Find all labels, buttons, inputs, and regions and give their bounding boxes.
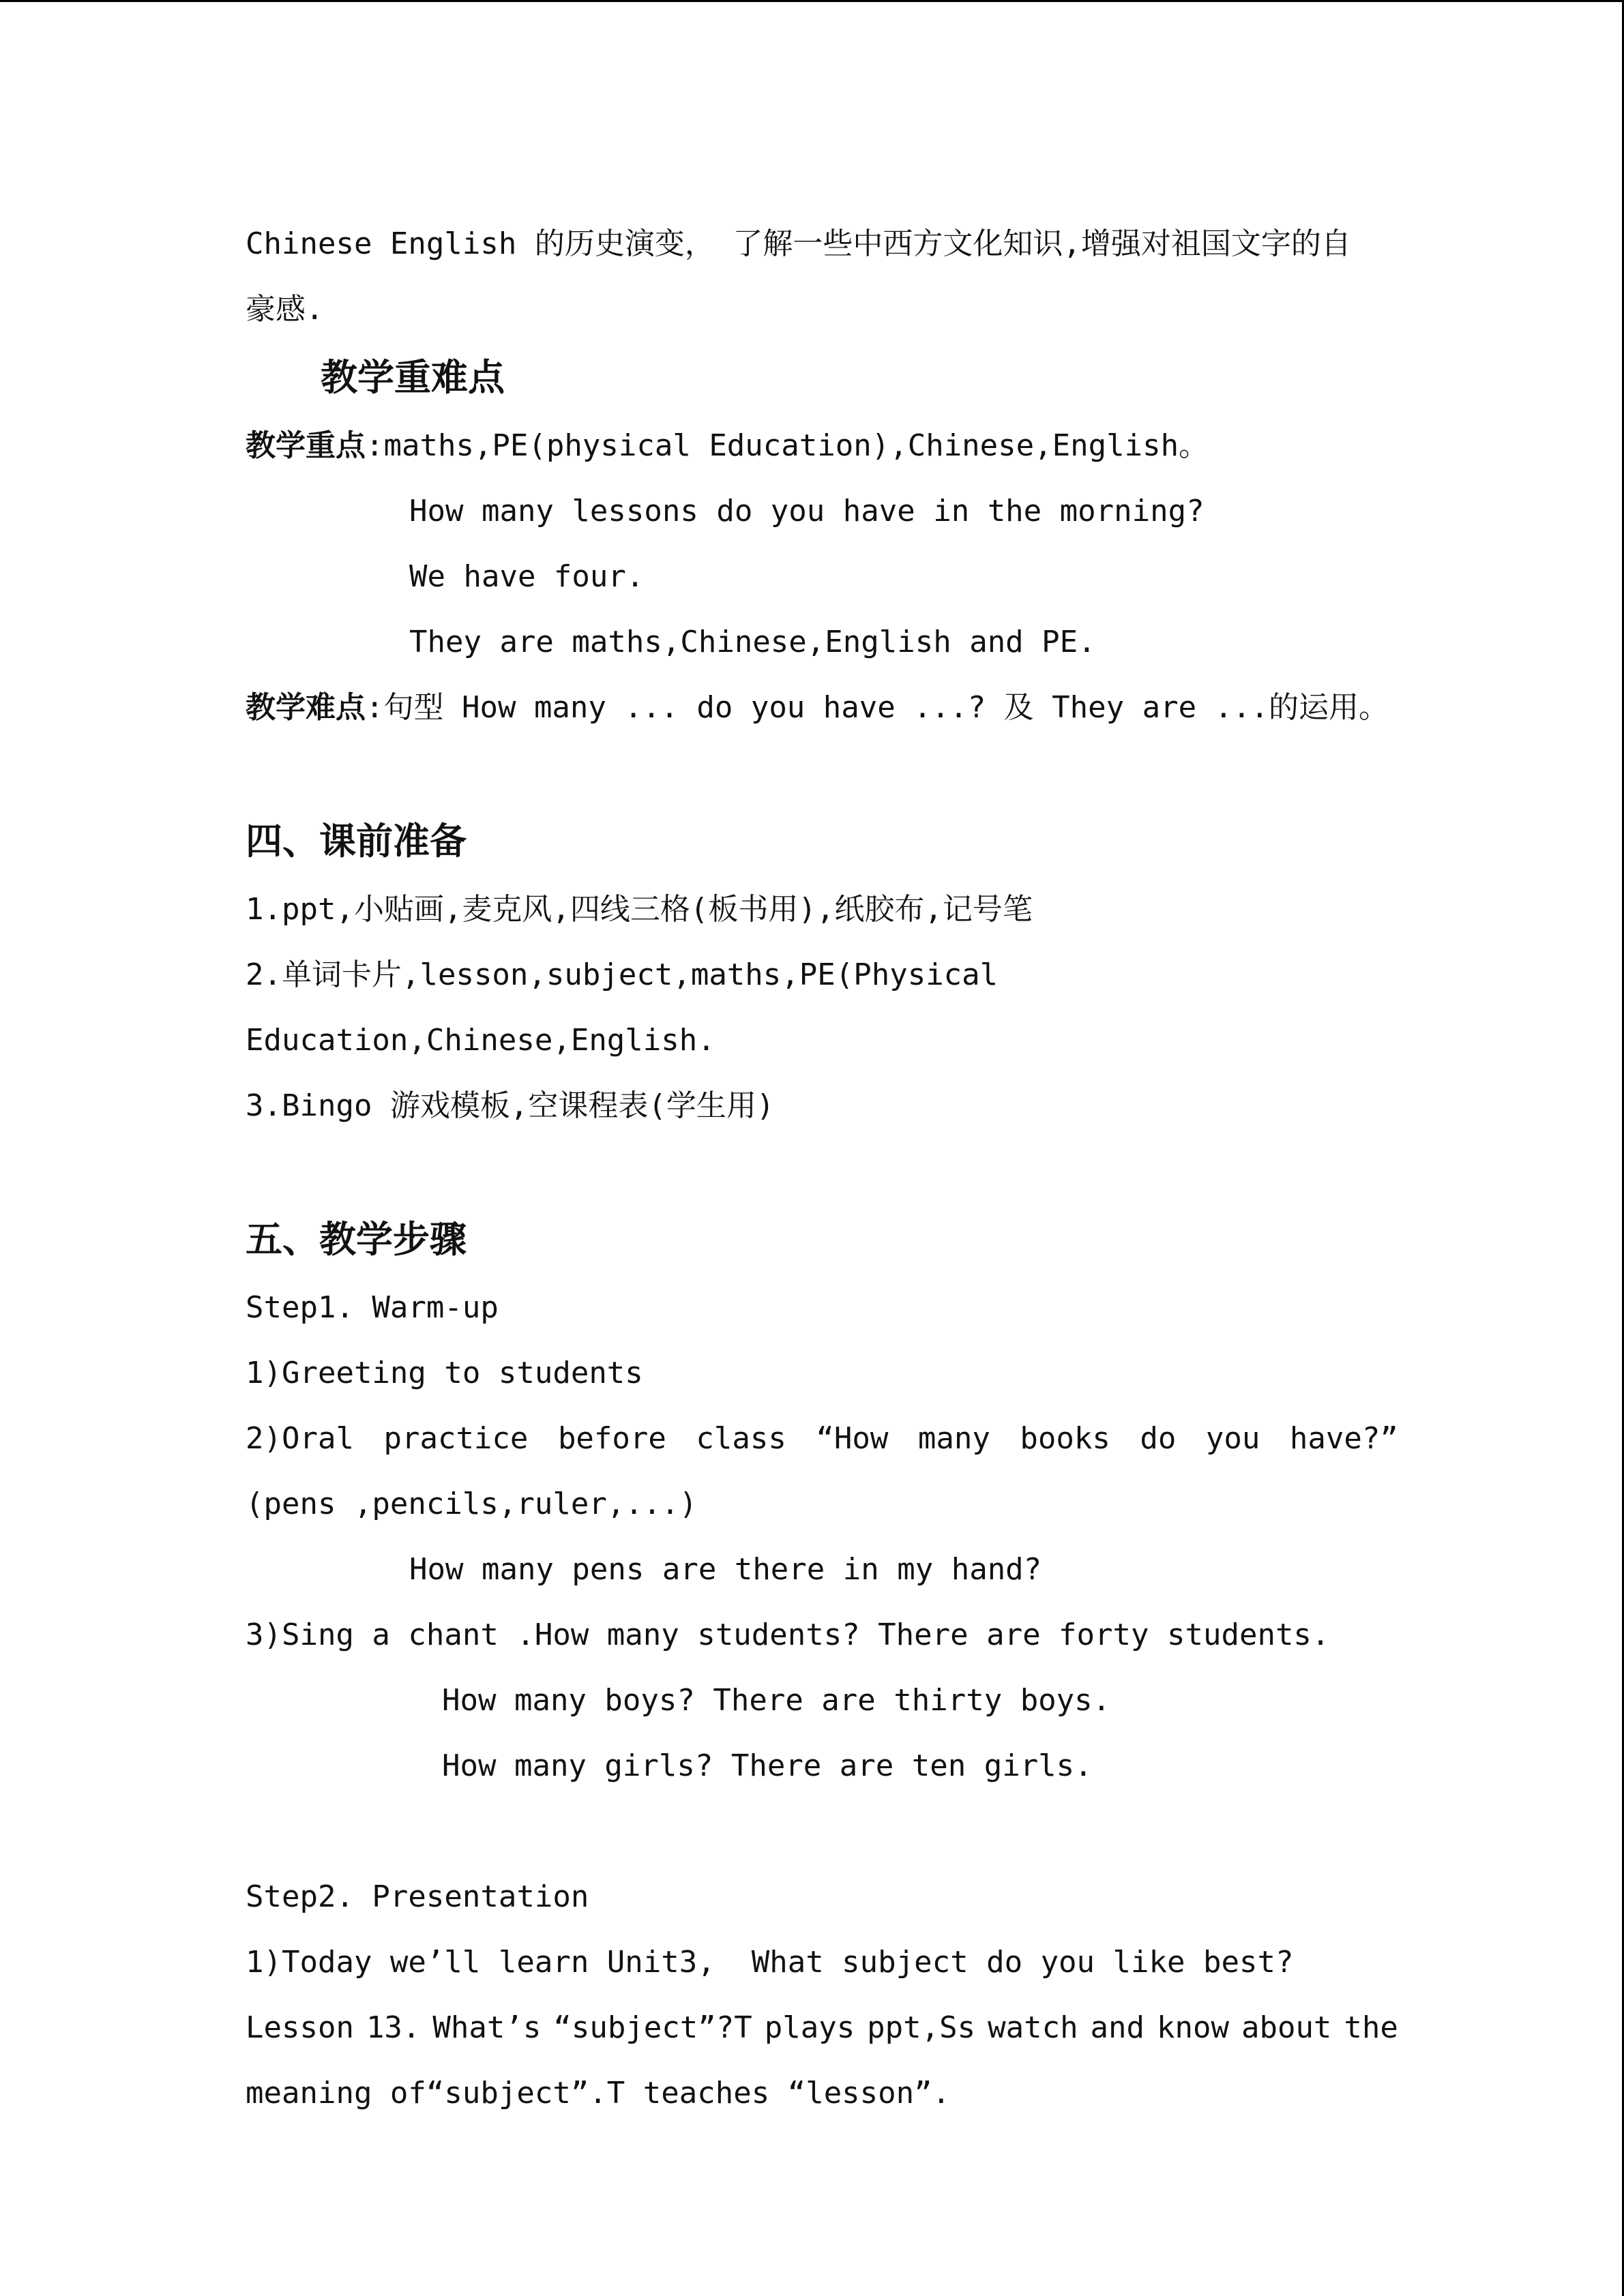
- step1-oral-cont: (pens ,pencils,ruler,...): [246, 1487, 698, 1521]
- focus-line: [246, 413, 1398, 479]
- spacer: [246, 741, 1398, 806]
- step1-title: Step1. Warm-up: [246, 1290, 499, 1325]
- word: “subject”?T: [553, 2010, 752, 2045]
- word: know: [1157, 2010, 1229, 2045]
- document-page: [246, 211, 1398, 2126]
- word: plays: [764, 2010, 855, 2045]
- word: class: [696, 1421, 786, 1456]
- focus-text: :maths,PE(physical Education),Chinese,English。: [366, 428, 1209, 463]
- step1-oral-extra: How many pens are there in my hand?: [409, 1552, 1042, 1587]
- focus-example-2: We have four.: [409, 559, 645, 594]
- word: 2)Oral: [246, 1421, 354, 1456]
- word: 13.: [366, 2010, 421, 2045]
- word: about: [1241, 2010, 1332, 2045]
- word: you: [1205, 1421, 1260, 1456]
- intro-line-2: 豪感.: [246, 292, 324, 327]
- step1-greeting: 1)Greeting to students: [246, 1356, 643, 1390]
- word: “How: [816, 1421, 889, 1456]
- step1-chant-line-2: How many girls? There are ten girls.: [442, 1748, 1093, 1783]
- word: books: [1020, 1421, 1110, 1456]
- difficulty-label: 教学难点: [246, 690, 366, 725]
- prep-item-3: 3.Bingo 游戏模板,空课程表(学生用): [246, 1088, 775, 1123]
- step2-line-1: 1)Today we’ll learn Unit3, What subject do you like best?: [246, 1945, 1294, 1980]
- word: do: [1140, 1421, 1177, 1456]
- prep-heading: 四、课前准备: [246, 820, 467, 863]
- steps-heading: 五、教学步骤: [246, 1218, 467, 1261]
- word: many: [917, 1421, 990, 1456]
- prep-item-2-cont: Education,Chinese,English.: [246, 1023, 715, 1058]
- prep-item-1: 1.ppt,小贴画,麦克风,四线三格(板书用),纸胶布,记号笔: [246, 892, 1033, 927]
- difficulty-line: [246, 675, 1398, 741]
- word: the: [1344, 2010, 1398, 2045]
- word: What’s: [432, 2010, 542, 2045]
- step1-chant: 3)Sing a chant .How many students? There are forty students.: [246, 1617, 1330, 1652]
- step1-chant-line-1: How many boys? There are thirty boys.: [442, 1683, 1111, 1718]
- focus-label: 教学重点: [246, 428, 366, 463]
- difficulty-text: :句型 How many ... do you have ...? 及 They are ...的运用。: [366, 690, 1389, 725]
- word: ppt,Ss: [867, 2010, 976, 2045]
- page-border-top: [0, 0, 1624, 2]
- word: watch: [988, 2010, 1078, 2045]
- word: have?”: [1289, 1421, 1398, 1456]
- step2-line-2: [246, 1995, 1398, 2061]
- focus-example-3: They are maths,Chinese,English and PE.: [409, 625, 1096, 659]
- focus-example-1: How many lessons do you have in the morning?: [409, 494, 1205, 528]
- spacer: [246, 1799, 1398, 1864]
- intro-line-1: Chinese English 的历史演变， 了解一些中西方文化知识,增强对祖国文字的自: [246, 226, 1351, 261]
- spacer: [246, 1139, 1398, 1204]
- step2-title: Step2. Presentation: [246, 1879, 589, 1914]
- step2-line-3: meaning of“subject”.T teaches “lesson”.: [246, 2076, 951, 2111]
- word: and: [1090, 2010, 1145, 2045]
- key-points-heading: 教学重难点: [321, 356, 505, 399]
- word: Lesson: [246, 2010, 354, 2045]
- prep-item-2: 2.单词卡片,lesson,subject,maths,PE(Physical: [246, 957, 999, 992]
- step1-oral-practice: [246, 1406, 1398, 1472]
- word: before: [557, 1421, 666, 1456]
- word: practice: [383, 1421, 529, 1456]
